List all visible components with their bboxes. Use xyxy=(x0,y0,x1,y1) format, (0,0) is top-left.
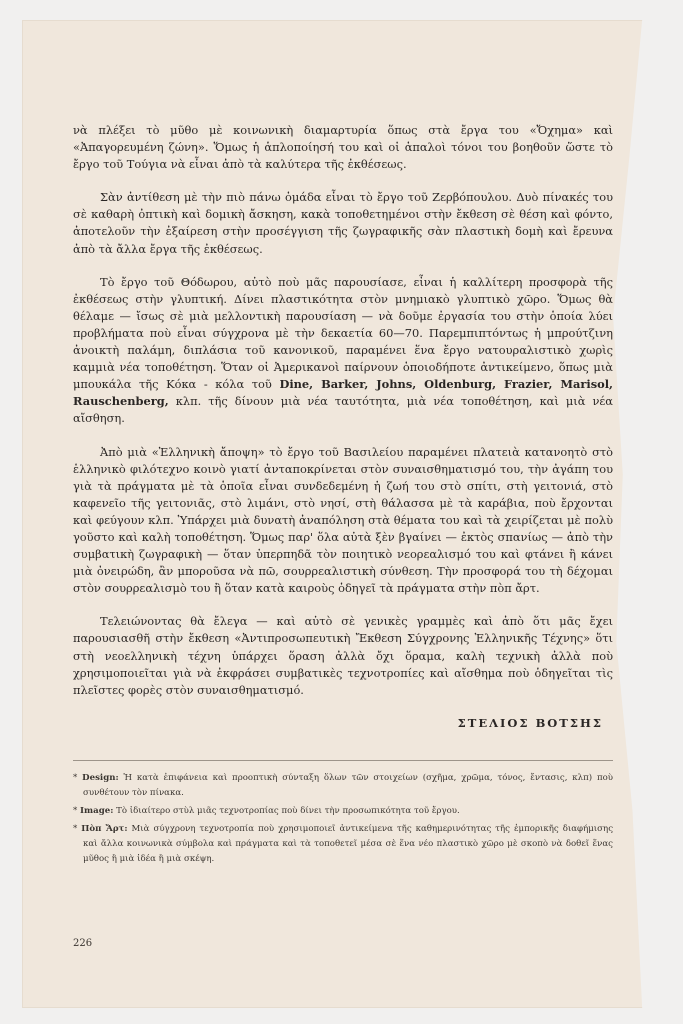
paragraph-3-end: κλπ. τῆς δίνουν μιὰ νέα ταυτότητα, μιὰ νέα τοποθέτηση, καὶ μιὰ νέα αἴσθηση. xyxy=(73,394,613,426)
paragraph-2: Σὰν ἀντίθεση μὲ τὴν πιὸ πάνω ὁμάδα εἶναι τὸ ἔργο τοῦ Ζερβόπουλου. Δυὸ πίνακές του σὲ καθαρὴ ὀπτικὴ καὶ δομικὴ ἄσκηση, κακὰ τοποθετημένοι στὴν ἔκθεση σὲ θέση καὶ φόντο, ἀποτελοῦν τὴν ἐξαίρεση στὴν προσέγγιση τῆς ζωγραφικῆς σὰν πλαστικὴ δομὴ καὶ ἔρευνα ἀπὸ τὰ ἄλλα ἔργα τῆς ἐκθέσεως. xyxy=(73,190,613,256)
footnote-divider xyxy=(73,760,613,761)
footnote-image xyxy=(73,804,613,819)
paragraph-4: Ἀπὸ μιὰ «Ἑλληνικὴ ἄποψη» τὸ ἔργο τοῦ Βασιλείου παραμένει πλατειὰ κατανοητὸ στὸ ἑλληνικὸ φιλότεχνο κοινὸ γιατί ἀνταποκρίνεται στὸν συναισθηματισμό του, τὴν ἀγάπη του γιὰ τὰ πράγματα μὲ τὰ ὁποῖα εἶναι συνδεδεμένη ἡ ζωή του στὸ σπίτι, στὴ γειτονιά, στὸ καφενεῖο τῆς γειτονιᾶς, στὸ λιμάνι, στὸ νησί, στὴ θάλασσα μὲ τὰ καράβια, ποὺ ἔρχονται καὶ φεύγουν κλπ. Ὑπάρχει μιὰ δυνατὴ ἀναπόληση στὰ θέματα του καὶ τὰ χειρίζεται μὲ πολὺ γοῦστο καὶ καλὴ τοποθέτηση. Ὅμως παρ' ὅλα αὐτὰ ξὲν βγαίνει — ἐκτὸς σπανίως — ἀπὸ τὴν συμβατικὴ ζωγραφικὴ — ὅταν ὑπερπηδᾶ τὸν ποιητικὸ νεορεαλισμό του καὶ φτάνει ἢ κάνει μιὰ ὀνειρώδη, ἂν μποροῦσα νὰ πῶ, σουρρεαλιστικὴ σύνθεση. Τὴν προσφορά του τὴ δέχομαι στὸν σουρρεαλισμὸ του ἢ ὅταν κατὰ καιροὺς ὁδηγεῖ τὰ πράγματα στὴν πὸπ ἄρτ. xyxy=(73,444,613,596)
footnote-marker: * xyxy=(73,805,78,816)
footnote-text: Τὸ ἰδιαίτερο στὺλ μιᾶς τεχνοτροπίας ποὺ δίνει τὴν προσωπικότητα τοῦ ἔργου. xyxy=(116,805,460,816)
artist-names: Dine, Barker, Johns, Oldenburg, Frazier, Marisol, Rauschenberg, xyxy=(73,377,613,409)
footnote-design xyxy=(73,771,613,801)
footnote-marker: * xyxy=(73,823,78,834)
paragraph-1: νὰ πλέξει τὸ μῦθο μὲ κοινωνικὴ διαμαρτυρία ὅπως στὰ ἔργα του «Ὄχημα» καὶ «Ἀπαγορευμένη ζώνη». Ὅμως ἡ ἁπλοποίησή του καὶ οἱ ἁπαλοὶ τόνοι του βοηθοῦν ὥστε τὸ ἔργο τοῦ Τούγια νὰ εἶναι ἀπὸ τὰ καλύτερα τῆς ἐκθέσεως. xyxy=(73,123,613,172)
page-number: 226 xyxy=(73,938,93,949)
footnote-text: Μιὰ σύγχρονη τεχνοτροπία ποὺ χρησιμοποιεῖ ἀντικείμενα τῆς καθημερινότητας τῆς ἐμπορικῆς διαφήμισης καὶ ἄλλα κοινωνικὰ σύμβολα καὶ πράγματα καὶ τὰ τοποθετεῖ μέσα σὲ ἕνα νέο πλαστικὸ χῶρο μὲ σκοπὸ νὰ δοθεῖ ἕνας μῦθος ἢ μιὰ ἰδέα ἢ μιὰ σκέψη. xyxy=(83,823,614,864)
article-body xyxy=(73,122,613,870)
author-signature: ΣΤΕΛΙΟΣ ΒΟΤΣΗΣ xyxy=(457,715,603,730)
paragraph-3 xyxy=(73,274,613,428)
footnote-marker: * xyxy=(73,772,78,783)
paragraph-5: Τελειώνοντας θὰ ἔλεγα — καὶ αὐτὸ σὲ γενικὲς γραμμὲς καὶ ἀπὸ ὅτι μᾶς ἔχει παρουσιασθῆ στὴν ἔκθεση «Ἀντιπροσωπευτικὴ Ἔκθεση Σύγχρονης Ἑλληνικῆς Τέχνης» ὅτι στὴ νεοελληνικὴ τέχνη ὑπάρχει ὅραση ἀλλὰ ὄχι ὅραμα, καλὴ τεχνικὴ ἀλλὰ ποὺ χρησιμοποιεῖται γιὰ νὰ ἐκφράσει συμβατικὲς τεχνοτροπίες καὶ αἴσθημα ποὺ ὁδηγεῖται τὶς πλεῖστες φορὲς στὸν συναισθηματισμό. xyxy=(73,614,613,697)
footnote-text: Ἡ κατὰ ἐπιφάνεια καὶ προοπτικὴ σύνταξη ὅλων τῶν στοιχείων (σχῆμα, χρῶμα, τόνος, ἔντασις, κλπ) ποὺ συνθέτουν τὸν πίνακα. xyxy=(83,772,614,798)
footnote-term: Πὸπ Ἄρτ: xyxy=(81,823,128,834)
footnote-term: Image: xyxy=(80,805,114,816)
footnote-term: Design: xyxy=(82,772,119,783)
footnote-pop-art xyxy=(73,822,613,867)
paragraph-3-text: Τὸ ἔργο τοῦ Θόδωρου, αὐτὸ ποὺ μᾶς παρουσίασε, εἶναι ἡ καλλίτερη προσφορὰ τῆς ἐκθέσεως στὴν γλυπτική. Δίνει πλαστικότητα στὸν μνημιακὸ γλυπτικὸ χῶρο. Ὅμως θὰ θέλαμε — ἴσως σὲ μιὰ μελλοντικὴ παρουσίαση — νὰ δοῦμε ἐργασία του στὴν ὁποία λύει προβλήματα ποὺ εἶναι σύγχρονα μὲ τὴν δεκαετία 60—70. Παρεμπιπτόντως ἡ μπρούτζινη ἀνοικτὴ παλάμη, διπλάσια τοῦ κανονικοῦ, παραμένει ἕνα ἔργο νατουραλιστικὸ χωρὶς καμμιὰ νέα τοποθέτηση. Ὅταν οἱ Ἀμερικανοὶ παίρνουν ὁποιοδήποτε ἀντικείμενο, ὅπως μιὰ μπουκάλα τῆς Κόκα - κόλα τοῦ xyxy=(73,274,613,392)
